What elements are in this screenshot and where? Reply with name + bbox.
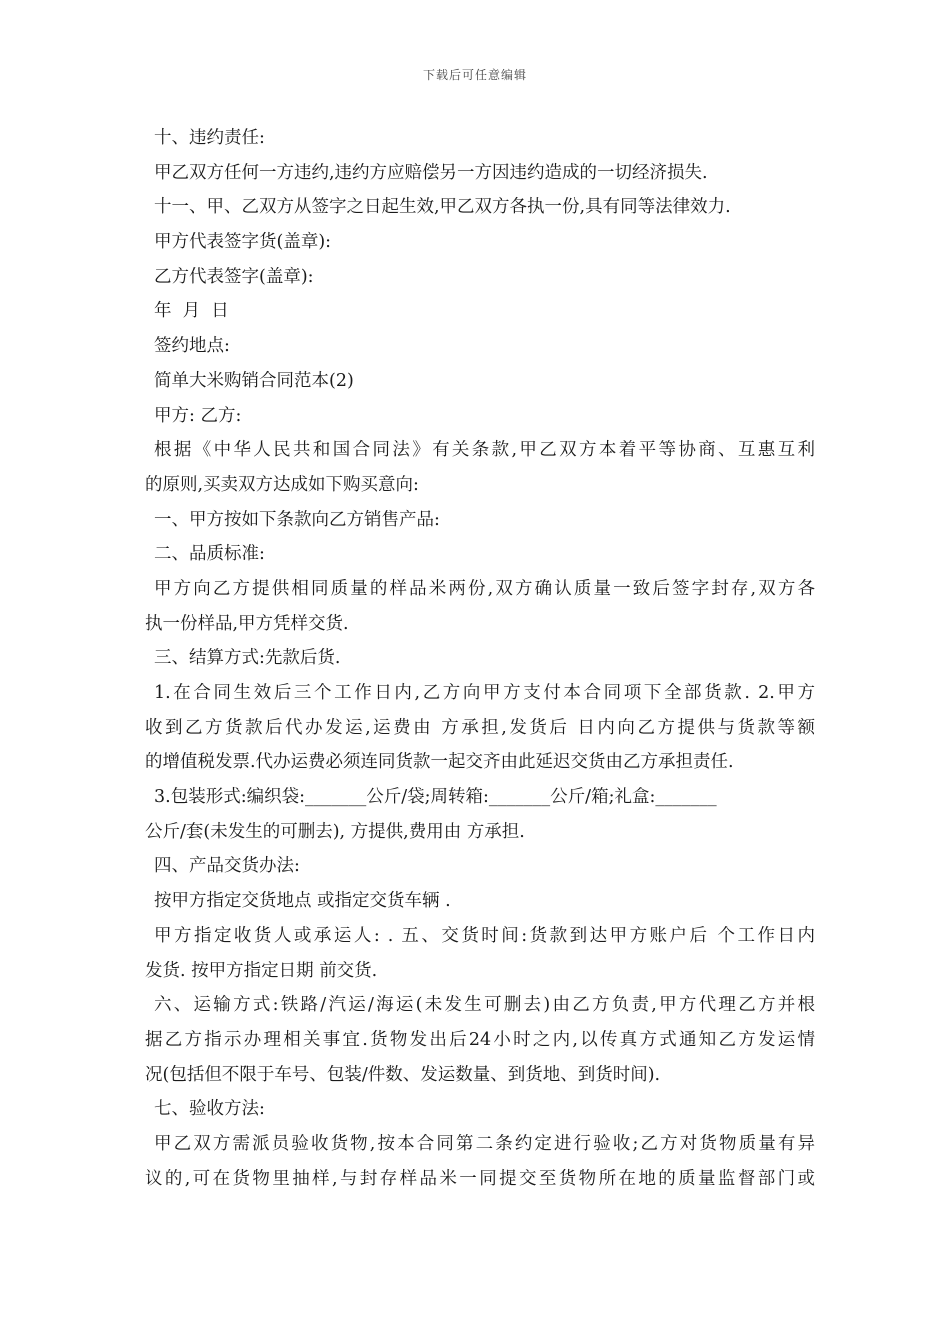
parties-line: 甲方: 乙方:	[154, 405, 242, 426]
clause-7-line-2: 议的,可在货物里抽样,与封存样品米一同提交至货物所在地的质量监督部门或	[145, 1168, 815, 1189]
clause-2-line-1: 甲方向乙方提供相同质量的样品米两份,双方确认质量一致后签字封存,双方各	[154, 578, 815, 599]
document-body	[145, 121, 815, 1196]
clause-3-line-2: 收到乙方货款后代办发运,运费由 方承担,发货后 日内向乙方提供与货款等额	[145, 717, 815, 738]
party-a-signature: 甲方代表签字货(盖章):	[154, 232, 332, 253]
signing-date: 年 月 日	[154, 301, 229, 322]
preamble-line-2: 的原则,买卖双方达成如下购买意向:	[145, 474, 419, 495]
clause-6-line-1: 六、运输方式:铁路/汽运/海运(未发生可删去)由乙方负责,甲方代理乙方并根	[154, 995, 815, 1016]
clause-4-heading: 四、产品交货办法:	[154, 856, 300, 877]
signing-place: 签约地点:	[154, 336, 230, 357]
clause-4-line-2: 甲方指定收货人或承运人: . 五、交货时间:货款到达甲方账户后 个工作日内	[154, 925, 815, 946]
clause-4-line-1: 按甲方指定交货地点 或指定交货车辆 .	[154, 891, 451, 912]
clause-3-line-1: 1.在合同生效后三个工作日内,乙方向甲方支付本合同项下全部货款. 2.甲方	[154, 683, 815, 703]
packaging-line-2: 公斤/套(未发生的可删去), 方提供,费用由 方承担.	[145, 821, 525, 842]
preamble-line-1: 根据《中华人民共和国合同法》有关条款,甲乙双方本着平等协商、互惠互利	[154, 440, 815, 461]
contract-title-2: 简单大米购销合同范本(2)	[154, 370, 354, 391]
clause-6-line-2: 据乙方指示办理相关事宜.货物发出后24小时之内,以传真方式通知乙方发运情	[145, 1029, 815, 1050]
clause-11-text: 十一、甲、乙双方从签字之日起生效,甲乙双方各执一份,具有同等法律效力.	[154, 197, 731, 218]
clause-3-heading: 三、结算方式:先款后货.	[154, 648, 341, 669]
clause-7-line-1: 甲乙双方需派员验收货物,按本合同第二条约定进行验收;乙方对货物质量有异	[154, 1133, 815, 1154]
clause-2-line-2: 执一份样品,甲方凭样交货.	[145, 613, 349, 634]
clause-6-line-3: 况(包括但不限于车号、包装/件数、发运数量、到货地、到货时间).	[145, 1064, 661, 1085]
packaging-line-1: 3.包装形式:编织袋:_______公斤/袋;周转箱:_______公斤/箱;礼盒:_______	[154, 787, 717, 808]
clause-5-line: 发货. 按甲方指定日期 前交货.	[145, 960, 378, 981]
clause-2-heading: 二、品质标准:	[154, 544, 265, 565]
clause-10-text: 甲乙双方任何一方违约,违约方应赔偿另一方因违约造成的一切经济损失.	[154, 162, 708, 183]
clause-10-heading: 十、违约责任:	[154, 128, 265, 148]
clause-7-heading: 七、验收方法:	[154, 1099, 265, 1120]
clause-1-heading: 一、甲方按如下条款向乙方销售产品:	[154, 509, 440, 530]
party-b-signature: 乙方代表签字(盖章):	[154, 266, 314, 287]
header-note: 下载后可任意编辑	[422, 68, 527, 82]
clause-3-line-3: 的增值税发票.代办运费必须连同货款一起交齐由此延迟交货由乙方承担责任.	[145, 752, 734, 773]
